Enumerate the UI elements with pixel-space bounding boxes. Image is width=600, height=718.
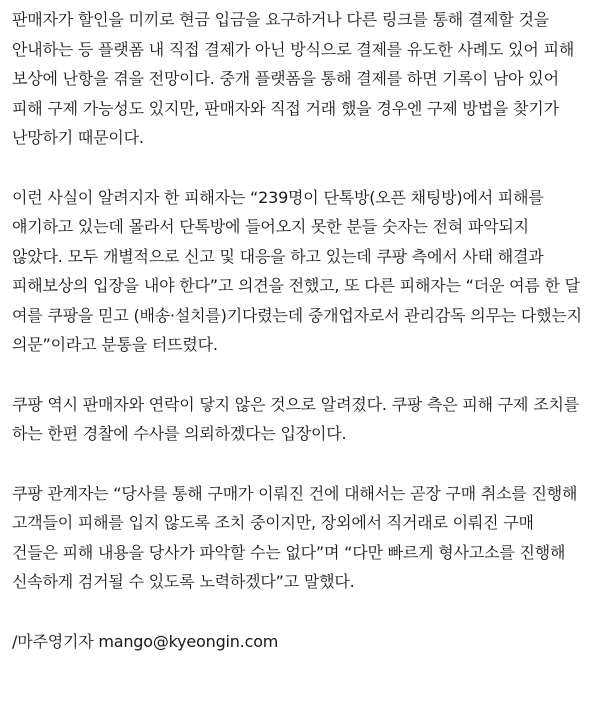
paragraph-line: 피해보상의 입장을 내야 한다”고 의견을 전했고, 또 다른 피해자는 “더운 여름 한 달 [12, 276, 580, 295]
byline: /마주영기자 mango@kyeongin.com [12, 631, 279, 651]
paragraph-3 [12, 390, 592, 449]
paragraph-line: 안내하는 등 플랫폼 내 직접 결제가 아닌 방식으로 결제를 유도한 사례도 있어 피해 [12, 39, 575, 59]
paragraph-line: 신속하게 검거될 수 있도록 노력하겠다”고 말했다. [12, 572, 355, 591]
paragraph-line: 얘기하고 있는데 몰라서 단톡방에 들어오지 못한 분들 숫자는 전혀 파악되지 [12, 217, 529, 236]
paragraph-line: 건들은 피해 내용을 당사가 파악할 수는 없다”며 “다만 빠르게 형사고소를 진행해 [12, 542, 566, 562]
paragraph-line: 판매자가 할인을 미끼로 현금 입금을 요구하거나 다른 링크를 통해 결제할 것을 [12, 10, 550, 29]
paragraph-1 [12, 5, 592, 153]
paragraph-4 [12, 479, 592, 597]
paragraph-line: 이런 사실이 알려지자 한 피해자는 “239명이 단톡방(오픈 채팅방)에서 피해를 [12, 187, 544, 207]
paragraph-line: 의문”이라고 분통을 터뜨렸다. [12, 335, 218, 354]
paragraph-line: 여를 쿠팡을 믿고 (배송·설치를)기다렸는데 중개업자로서 관리감독 의무는 다했는지 [12, 305, 582, 325]
paragraph-line: 쿠팡 역시 판매자와 연락이 닿지 않은 것으로 알려졌다. 쿠팡 측은 피해 구제 조치를 [12, 394, 579, 414]
paragraph-line: 난망하기 때문이다. [12, 128, 144, 147]
paragraph-2 [12, 183, 592, 360]
paragraph-line: 하는 한편 경찰에 수사를 의뢰하겠다는 입장이다. [12, 424, 347, 443]
paragraph-line: 보상에 난항을 겪을 전망이다. 중개 플랫폼을 통해 결제를 하면 기록이 남아 있어 [12, 69, 559, 88]
paragraph-line: 않았다. 모두 개별적으로 신고 및 대응을 하고 있는데 쿠팡 측에서 사태 해결과 [12, 246, 544, 266]
paragraph-line: 고객들이 피해를 입지 않도록 조치 중이지만, 장외에서 직거래로 이뤄진 구매 [12, 513, 534, 532]
paragraph-line: 피해 구제 가능성도 있지만, 판매자와 직접 거래 했을 경우엔 구제 방법을 찾기가 [12, 98, 559, 118]
article-body [12, 5, 592, 656]
paragraph-line: 쿠팡 관계자는 “당사를 통해 구매가 이뤄진 건에 대해서는 곧장 구매 취소를 진행해 [12, 483, 578, 503]
